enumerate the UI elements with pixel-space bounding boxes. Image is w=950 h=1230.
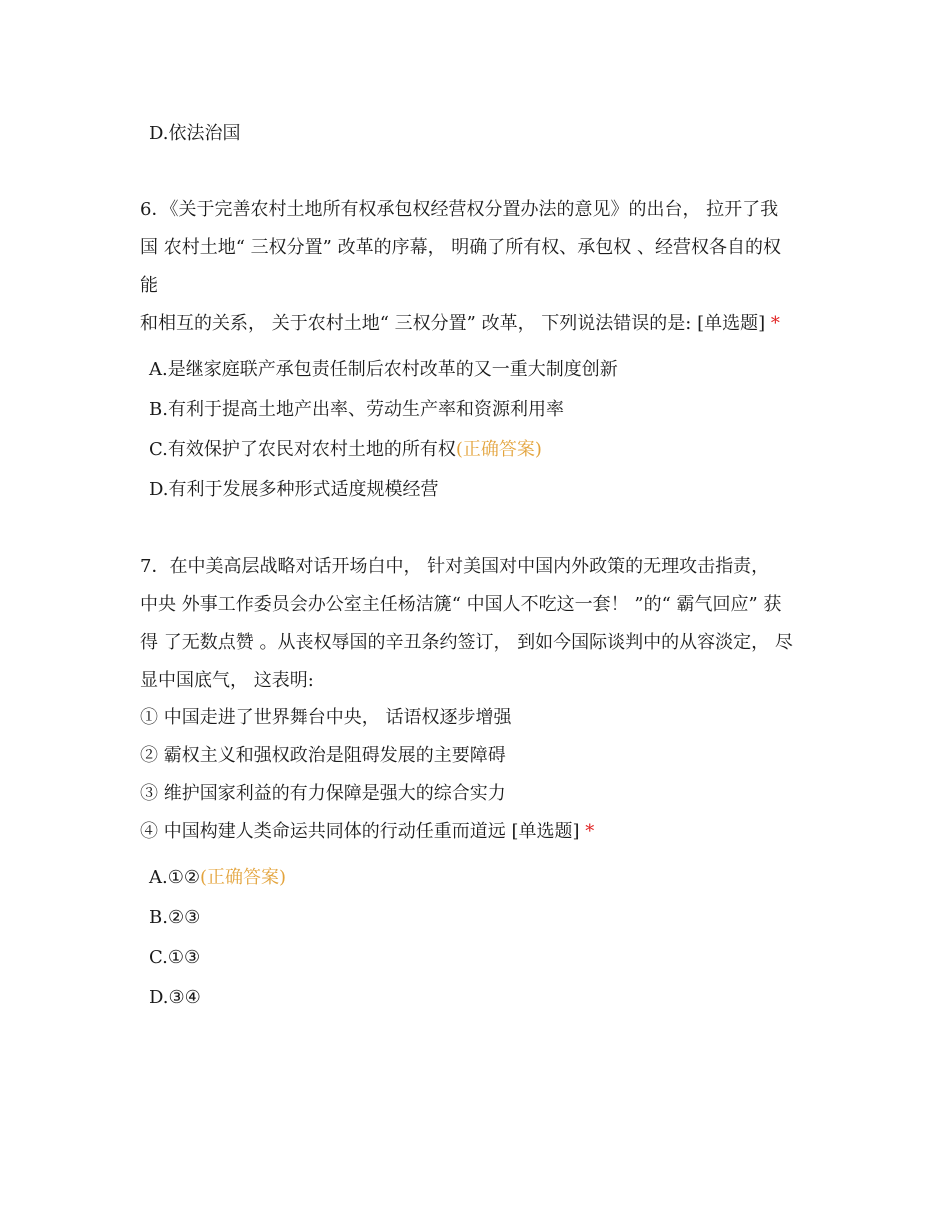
- q7-stem-text: ④ 中国构建人类命运共同体的行动任重而道远 [单选题]: [140, 821, 580, 842]
- q7-option-b[interactable]: [149, 907, 200, 929]
- option-text: B.有利于提高土地产出率、劳动生产率和资源利用率: [149, 399, 564, 420]
- option-text: A.①②: [149, 867, 200, 888]
- q6-option-a[interactable]: [149, 359, 618, 381]
- q7-stem-line-4: 显中国底气， 这表明:: [140, 670, 314, 691]
- q6-stem-line-2: 国 农村土地“ 三权分置” 改革的序幕， 明确了所有权、承包权 、经营权各自的权: [140, 237, 782, 258]
- option-text: B.②③: [149, 907, 201, 928]
- q6-stem-line-4: [140, 313, 780, 335]
- q6-stem-line-1: 6．《关于完善农村土地所有权承包权经营权分置办法的意见》的出台， 拉开了我: [140, 199, 779, 220]
- correct-answer-label: (正确答案): [200, 867, 287, 888]
- q7-option-a[interactable]: [149, 867, 286, 889]
- q6-stem-text: 和相互的关系， 关于农村土地“ 三权分置” 改革， 下列说法错误的是: [单选题]: [140, 313, 766, 334]
- required-mark: *: [770, 313, 780, 334]
- option-text: D.依法治国: [149, 123, 241, 144]
- q7-statement-2: ② 霸权主义和强权政治是阻碍发展的主要障碍: [140, 745, 506, 766]
- q6-stem-line-3: 能: [140, 275, 158, 296]
- option-text: C.①③: [149, 947, 201, 968]
- q6-option-c[interactable]: [149, 439, 542, 461]
- q7-option-c[interactable]: [149, 947, 200, 969]
- q6-option-d[interactable]: [149, 479, 439, 501]
- option-text: A.是继家庭联产承包责任制后农村改革的又一重大制度创新: [149, 359, 618, 380]
- q7-stem-line-1: 7．在中美高层战略对话开场白中， 针对美国对中国内外政策的无理攻击指责，: [140, 556, 770, 577]
- correct-answer-label: (正确答案): [455, 439, 542, 460]
- q7-statement-4: [140, 821, 594, 843]
- required-mark: *: [585, 821, 595, 842]
- q7-stem-line-3: 得 了无数点赞 。从丧权辱国的辛丑条约签订， 到如今国际谈判中的从容淡定， 尽: [140, 632, 793, 653]
- option-text: D.有利于发展多种形式适度规模经营: [149, 479, 439, 500]
- option-text: D.③④: [149, 987, 201, 1008]
- q7-statement-1: ① 中国走进了世界舞台中央， 话语权逐步增强: [140, 707, 512, 728]
- option-text: C.有效保护了农民对农村土地的所有权: [149, 439, 456, 460]
- q7-option-d[interactable]: [149, 987, 201, 1009]
- q6-option-b[interactable]: [149, 399, 564, 421]
- q7-statement-3: ③ 维护国家利益的有力保障是强大的综合实力: [140, 783, 506, 804]
- q7-stem-line-2: 中央 外事工作委员会办公室主任杨洁篪“ 中国人不吃这一套！ ”的“ 霸气回应” 获: [140, 594, 782, 615]
- prev-question-option-d: [149, 123, 241, 145]
